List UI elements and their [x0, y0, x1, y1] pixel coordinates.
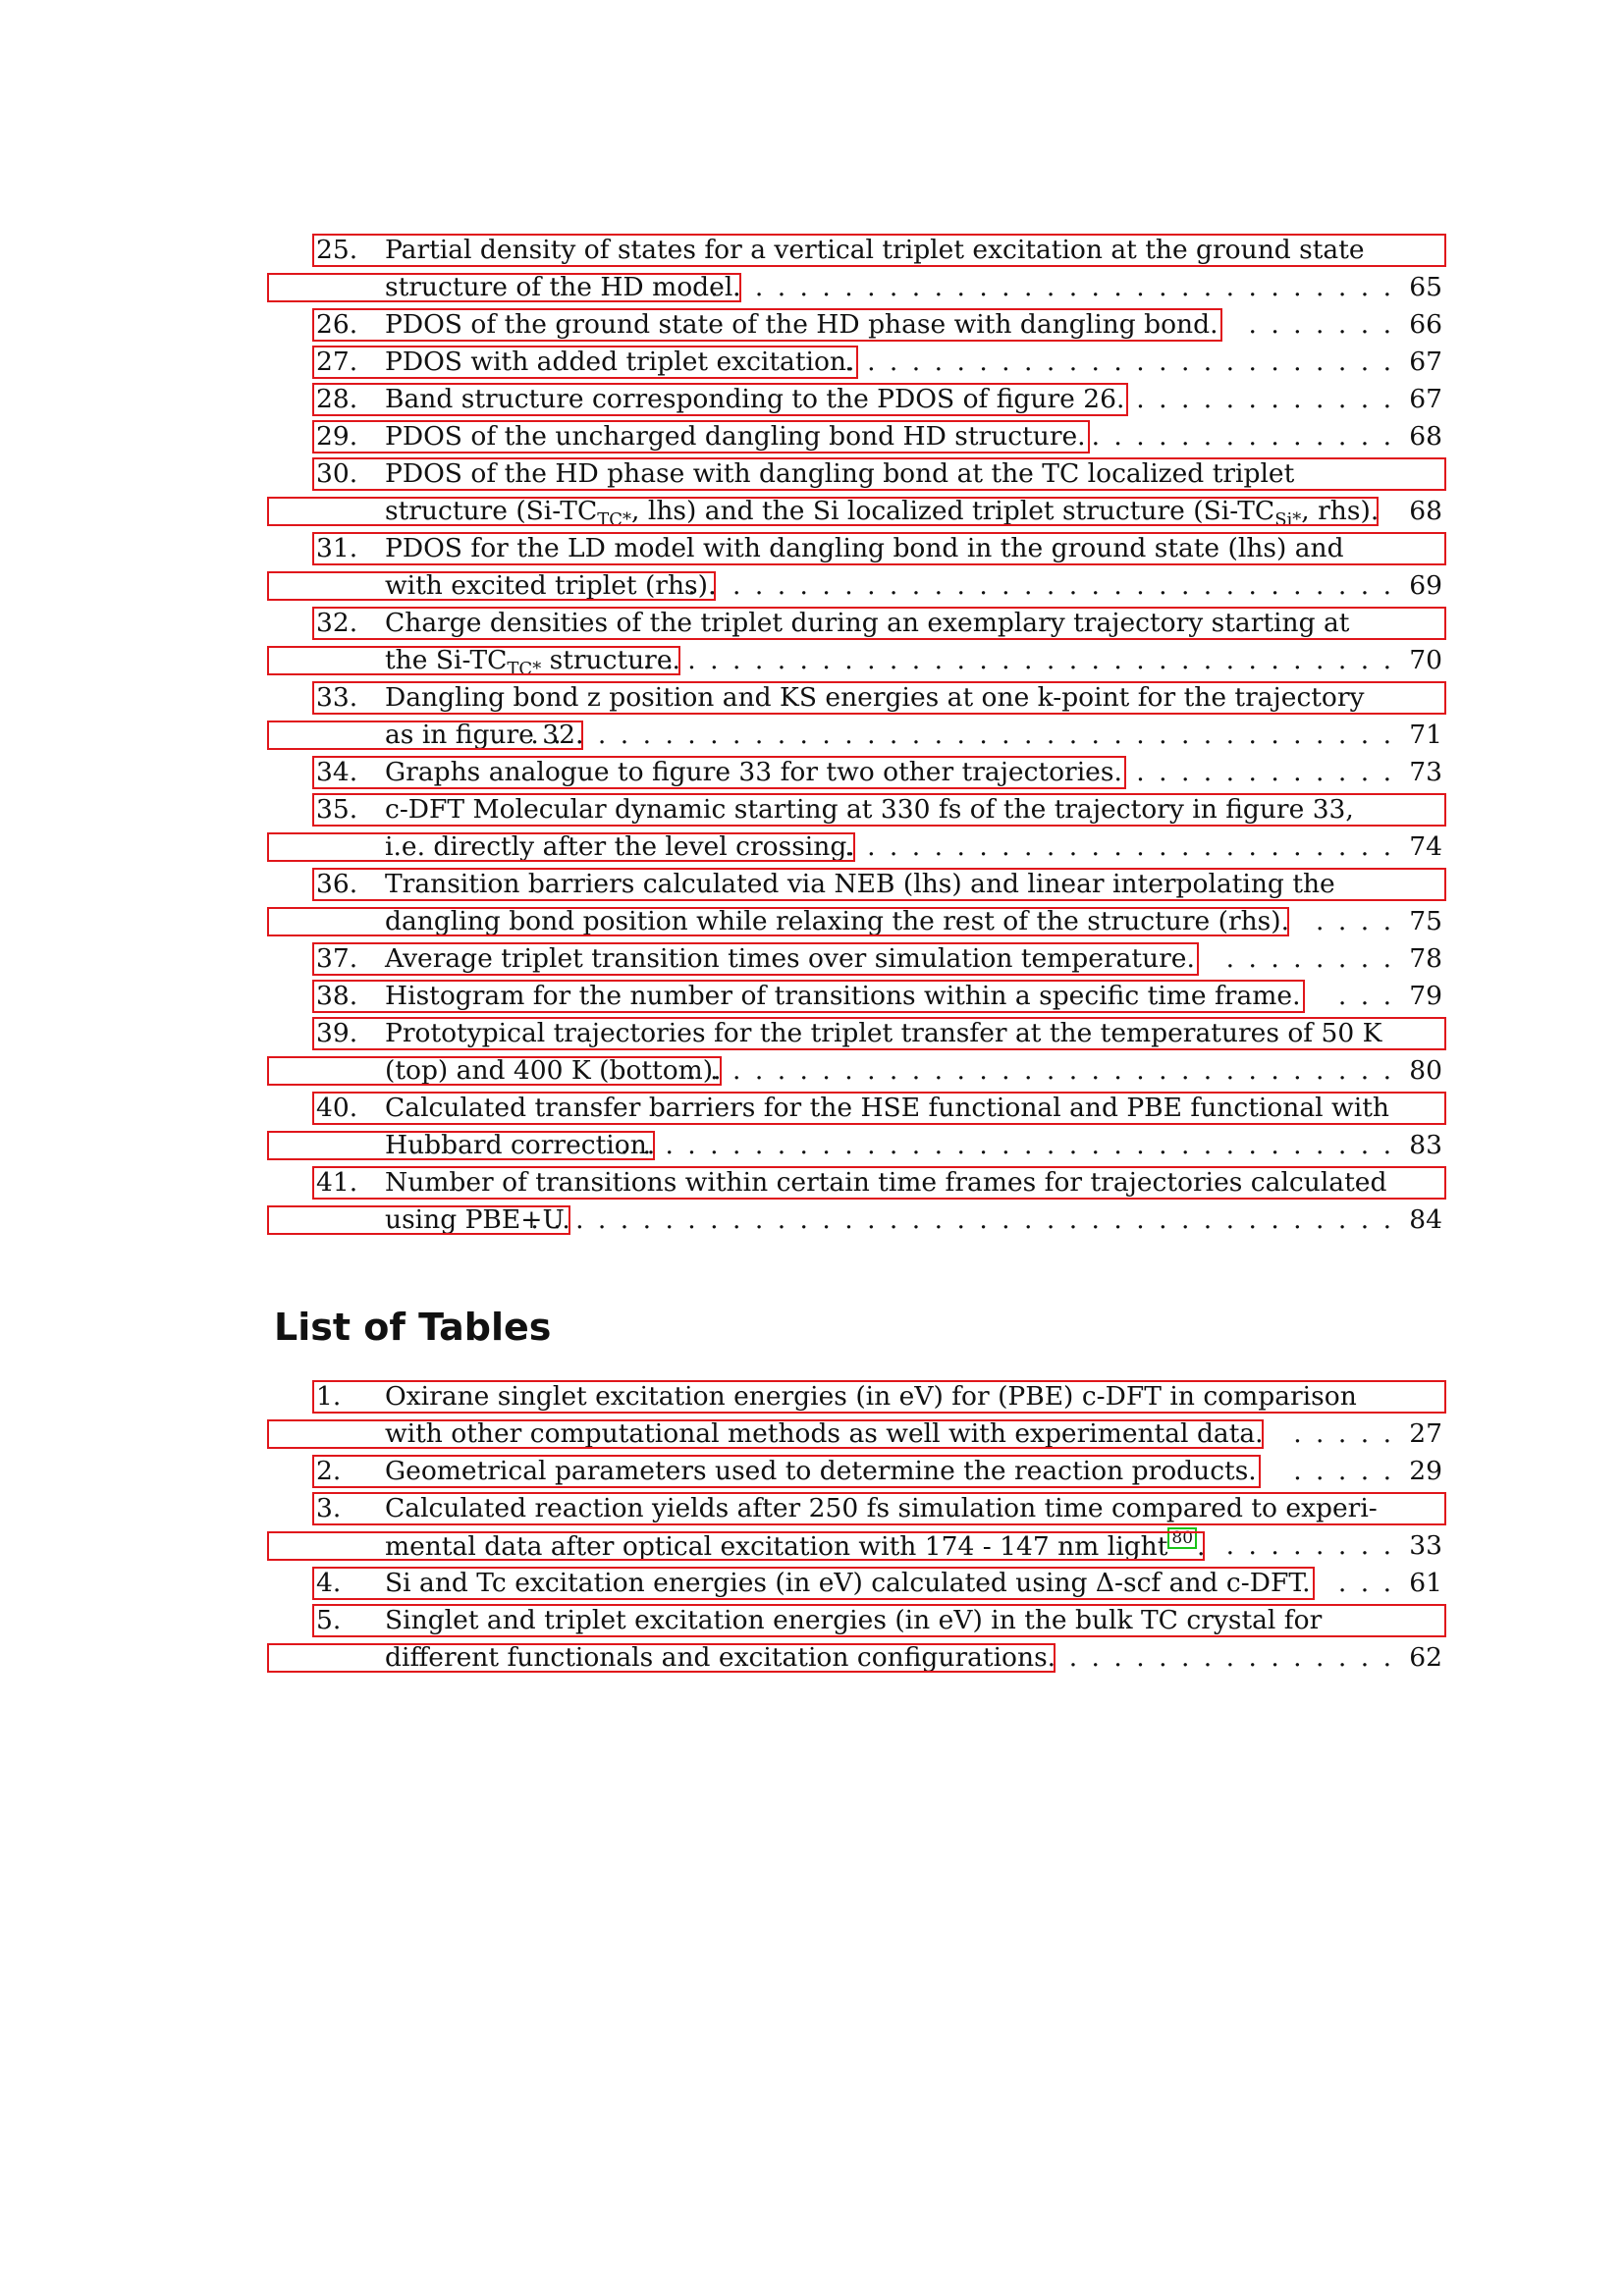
figure-page-number[interactable]: 84 — [1409, 1204, 1442, 1235]
table-number[interactable]: 4. — [316, 1568, 342, 1598]
table-caption-line[interactable]: Calculated reaction yields after 250 fs simulation time compared to experi- — [385, 1493, 1378, 1523]
table-entry[interactable] — [269, 1490, 1442, 1565]
figure-caption-line[interactable]: Number of transitions within certain time frames for trajectories calculated — [385, 1167, 1387, 1198]
leader-dots: . . . . . . . . — [1225, 943, 1391, 974]
table-caption-line[interactable]: Singlet and triplet excitation energies (in eV) in the bulk TC crystal for — [385, 1605, 1323, 1635]
leader-dots: . . . . . . . . . . . . . . . . . . . . . . . . . . . . . . . . . . — [642, 645, 1391, 675]
figure-number[interactable]: 38. — [316, 981, 358, 1011]
table-entry[interactable] — [269, 1378, 1442, 1453]
figure-page-number[interactable]: 66 — [1409, 309, 1442, 340]
leader-dots: . . . . . . . . . . . . . . . — [1068, 1642, 1391, 1673]
leader-dots: . . . . . — [1293, 1418, 1391, 1449]
figure-number[interactable]: 33. — [316, 682, 358, 713]
leader-dots: . . . . . . . . . . . . . . . . . . . . . . . . . . . . . . . . . . . — [620, 1130, 1391, 1160]
figure-caption-line[interactable]: the $Si-TC_{TC*}$ structure. — [385, 645, 680, 679]
figure-caption-line[interactable]: Average triplet transition times over simulation temperature. — [385, 943, 1195, 974]
table-entry[interactable] — [269, 1565, 1442, 1602]
table-caption-line[interactable]: Geometrical parameters used to determine the reaction products. — [385, 1456, 1257, 1486]
figure-page-number[interactable]: 68 — [1409, 421, 1442, 452]
figure-number[interactable]: 37. — [316, 943, 358, 974]
table-caption-line[interactable]: with other computational methods as well with experimental data. — [385, 1418, 1264, 1449]
figure-page-number[interactable]: 74 — [1409, 831, 1442, 862]
figure-caption-line[interactable]: structure of the HD model. — [385, 272, 741, 302]
figure-entry[interactable] — [269, 978, 1442, 1015]
table-entry[interactable] — [269, 1453, 1442, 1490]
table-page-number[interactable]: 27 — [1409, 1418, 1442, 1449]
table-caption-line[interactable]: Oxirane singlet excitation energies (in eV) for (PBE) c-DFT in comparison — [385, 1381, 1357, 1412]
figure-page-number[interactable]: 80 — [1409, 1055, 1442, 1086]
figure-caption-line[interactable]: structure ($Si-TC_{TC*}$, lhs) and the Si localized triplet structure ($Si-TC_{Si*}$, rhs). — [385, 496, 1380, 530]
table-caption-line[interactable]: mental data after optical excitation with 174 - 147 nm light 80 . — [385, 1528, 1206, 1562]
citation-link[interactable]: 80 — [1167, 1527, 1197, 1549]
leader-dots: . . . — [1337, 1568, 1391, 1598]
figure-entry[interactable] — [269, 940, 1442, 978]
figure-number[interactable]: 40. — [316, 1093, 358, 1123]
leader-dots: . . . . . . . . . . . . . . — [1091, 421, 1391, 452]
leader-dots: . . . . . . . . . . . . . . . . . . . . . . . . . . . . . . . . . . . . . . . — [530, 1204, 1391, 1235]
list-of-tables — [269, 1378, 1442, 1677]
figure-caption-line[interactable]: dangling bond position while relaxing the rest of the structure (rhs). — [385, 906, 1290, 936]
figure-caption-line[interactable]: PDOS with added triplet excitation. — [385, 347, 855, 377]
figure-page-number[interactable]: 75 — [1409, 906, 1442, 936]
figure-number[interactable]: 32. — [316, 608, 358, 638]
figure-number[interactable]: 36. — [316, 869, 358, 899]
figure-page-number[interactable]: 73 — [1409, 757, 1442, 787]
figure-number[interactable]: 35. — [316, 794, 358, 825]
figure-page-number[interactable]: 79 — [1409, 981, 1442, 1011]
figure-entry[interactable] — [269, 791, 1442, 866]
leader-dots: . . . . . . . . . . . . . . . . . . . . . . . . . — [844, 831, 1391, 862]
figure-caption-line[interactable]: Transition barriers calculated via NEB (lhs) and linear interpolating the — [385, 869, 1335, 899]
figure-number[interactable]: 39. — [316, 1018, 358, 1048]
figure-number[interactable]: 34. — [316, 757, 358, 787]
figure-entry[interactable] — [269, 306, 1442, 344]
figure-entry[interactable] — [269, 1015, 1442, 1090]
leader-dots: . . . . . — [1293, 1456, 1391, 1486]
figure-caption-line[interactable]: using PBE+U. — [385, 1204, 570, 1235]
figure-number[interactable]: 25. — [316, 235, 358, 265]
leader-dots: . . . . . . . — [1248, 309, 1391, 340]
table-page-number[interactable]: 61 — [1409, 1568, 1442, 1598]
list-of-figures — [269, 232, 1442, 1239]
leader-dots: . . . — [1337, 981, 1391, 1011]
figure-entry[interactable] — [269, 679, 1442, 754]
table-number[interactable]: 1. — [316, 1381, 342, 1412]
leader-dots: . . . . . . . . . . . . . . . . . . . . . . . . . — [844, 347, 1391, 377]
figure-caption-line[interactable]: with excited triplet (rhs). — [385, 570, 717, 601]
leader-dots: . . . . . . . . . . . . . . . . . . . . . . . . . . . . . . . . . . . . . . . — [530, 720, 1391, 750]
figure-entry[interactable] — [269, 866, 1442, 940]
figure-caption-line[interactable]: (top) and 400 K (bottom). — [385, 1055, 722, 1086]
figure-caption-line[interactable]: Calculated transfer barriers for the HSE functional and PBE functional with — [385, 1093, 1389, 1123]
figure-number[interactable]: 27. — [316, 347, 358, 377]
figure-page-number[interactable]: 67 — [1409, 347, 1442, 377]
leader-dots: . . . . . . . . . . . . . . . . . . . . . . . . . . . . . . . — [710, 272, 1391, 302]
figure-page-number[interactable]: 78 — [1409, 943, 1442, 974]
list-of-tables-heading: List of Tables — [274, 1306, 552, 1349]
figure-caption-line[interactable]: i.e. directly after the level crossing. — [385, 831, 855, 862]
figure-number[interactable]: 29. — [316, 421, 358, 452]
figure-caption-line[interactable]: PDOS of the uncharged dangling bond HD structure. — [385, 421, 1086, 452]
figure-page-number[interactable]: 68 — [1409, 496, 1442, 526]
leader-dots: . . . . . . . . . . . . — [1136, 384, 1391, 414]
figure-caption-line[interactable]: Dangling bond z position and KS energies at one k-point for the trajectory — [385, 682, 1365, 713]
figure-page-number[interactable]: 65 — [1409, 272, 1442, 302]
table-caption-line[interactable]: different functionals and excitation configurations. — [385, 1642, 1056, 1673]
figure-entry[interactable] — [269, 530, 1442, 605]
table-page-number[interactable]: 62 — [1409, 1642, 1442, 1673]
figure-caption-line[interactable]: Partial density of states for a vertical triplet excitation at the ground state — [385, 235, 1365, 265]
table-number[interactable]: 5. — [316, 1605, 342, 1635]
figure-number[interactable]: 26. — [316, 309, 358, 340]
figure-caption-line[interactable]: Graphs analogue to figure 33 for two other trajectories. — [385, 757, 1122, 787]
figure-entry[interactable] — [269, 1164, 1442, 1239]
figure-caption-line[interactable]: Prototypical trajectories for the triplet transfer at the temperatures of 50 K — [385, 1018, 1382, 1048]
figure-caption-line[interactable]: c-DFT Molecular dynamic starting at 330 fs of the trajectory in figure 33, — [385, 794, 1354, 825]
table-caption-line[interactable]: Si and Tc excitation energies (in eV) calculated using Δ-scf and c-DFT. — [385, 1568, 1311, 1598]
figure-number[interactable]: 41. — [316, 1167, 358, 1198]
leader-dots: . . . . . . . . . . . . . . . . . . . . . . . . . . . . . . . . — [687, 570, 1391, 601]
figure-entry[interactable] — [269, 344, 1442, 381]
leader-dots: . . . . . . . . . . . . . . . . . . . . . . . . . . . . . . . . — [687, 1055, 1391, 1086]
table-page-number[interactable]: 33 — [1409, 1530, 1442, 1561]
figure-page-number[interactable]: 83 — [1409, 1130, 1442, 1160]
figure-entry[interactable] — [269, 605, 1442, 679]
table-page-number[interactable]: 29 — [1409, 1456, 1442, 1486]
table-number[interactable]: 3. — [316, 1493, 342, 1523]
figure-caption-line[interactable]: PDOS of the ground state of the HD phase with dangling bond. — [385, 309, 1218, 340]
figure-entry[interactable] — [269, 381, 1442, 418]
figure-entry[interactable] — [269, 455, 1442, 530]
figure-caption-line[interactable]: Hubbard correction. — [385, 1130, 656, 1160]
figure-caption-line[interactable]: PDOS for the LD model with dangling bond in the ground state (lhs) and — [385, 533, 1344, 563]
figure-entry[interactable] — [269, 232, 1442, 306]
figure-page-number[interactable]: 67 — [1409, 384, 1442, 414]
table-number[interactable]: 2. — [316, 1456, 342, 1486]
figure-caption-line[interactable]: Histogram for the number of transitions within a specific time frame. — [385, 981, 1301, 1011]
figure-caption-line[interactable]: Charge densities of the triplet during an exemplary trajectory starting at — [385, 608, 1350, 638]
figure-number[interactable]: 28. — [316, 384, 358, 414]
figure-entry[interactable] — [269, 754, 1442, 791]
table-entry[interactable] — [269, 1602, 1442, 1677]
leader-dots: . . . . . . . . — [1225, 1530, 1391, 1561]
figure-page-number[interactable]: 71 — [1409, 720, 1442, 750]
leader-dots: . . . . . . . . . . . . — [1136, 757, 1391, 787]
leader-dots: . . . . — [1316, 906, 1391, 936]
figure-number[interactable]: 30. — [316, 458, 358, 489]
figure-caption-line[interactable]: as in figure 32. — [385, 720, 584, 750]
figure-entry[interactable] — [269, 1090, 1442, 1164]
figure-page-number[interactable]: 69 — [1409, 570, 1442, 601]
figure-caption-line[interactable]: PDOS of the HD phase with dangling bond at the TC localized triplet — [385, 458, 1295, 489]
figure-caption-line[interactable]: Band structure corresponding to the PDOS of figure 26. — [385, 384, 1125, 414]
figure-entry[interactable] — [269, 418, 1442, 455]
figure-page-number[interactable]: 70 — [1409, 645, 1442, 675]
figure-number[interactable]: 31. — [316, 533, 358, 563]
